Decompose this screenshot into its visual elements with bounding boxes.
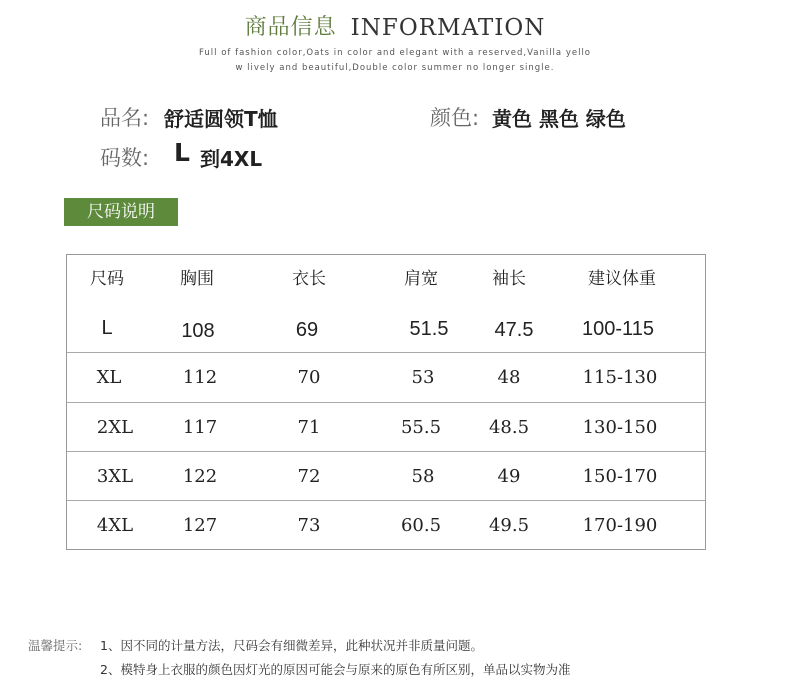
- cell-shoulder: 51.5: [409, 318, 449, 340]
- cell-size: L: [101, 317, 113, 339]
- table-header-row: [67, 255, 705, 304]
- subtitle-line-2: w lively and beautiful,Double color summer no longer single.: [235, 63, 555, 73]
- cell-length: 71: [297, 417, 321, 438]
- note-line-1: 1、因不同的计量方法，尺码会有细微差异，此种状况并非质量问题。: [100, 638, 483, 653]
- header-subtitle: [185, 46, 605, 76]
- notes-prefix: 温馨提示:: [28, 638, 83, 653]
- cell-length: 70: [297, 367, 321, 388]
- size-range-end: 到4XL: [200, 147, 263, 171]
- header-length: 衣长: [292, 269, 326, 289]
- cell-chest: 108: [181, 320, 215, 342]
- cell-chest: 127: [182, 515, 218, 536]
- cell-sleeve: 47.5: [494, 319, 534, 341]
- size-range-label: 码数:: [100, 146, 150, 170]
- table-row: [67, 451, 705, 501]
- table-row: [67, 304, 705, 353]
- cell-size: 3XL: [96, 466, 134, 487]
- cell-shoulder: 58: [411, 466, 435, 487]
- table-row: [67, 402, 705, 452]
- cell-chest: 117: [182, 417, 218, 438]
- note-line-2: 2、模特身上衣服的颜色因灯光的原因可能会与原来的原色有所区别，单品以实物为准: [100, 662, 571, 677]
- table-row: [67, 352, 705, 402]
- cell-sleeve: 49.5: [488, 515, 530, 536]
- color-value: 黄色 黑色 绿色: [492, 107, 626, 131]
- cell-length: 72: [297, 466, 321, 487]
- cell-chest: 112: [182, 367, 218, 388]
- cell-size: 2XL: [96, 417, 134, 438]
- header-title: [0, 14, 790, 42]
- cell-sleeve: 48.5: [488, 417, 530, 438]
- cell-shoulder: 55.5: [400, 417, 442, 438]
- cell-chest: 122: [182, 466, 218, 487]
- cell-weight: 170-190: [582, 515, 658, 536]
- cell-weight: 130-150: [582, 417, 658, 438]
- size-chart-tag: 尺码说明: [64, 198, 178, 226]
- cell-weight: 115-130: [582, 367, 658, 388]
- cell-sleeve: 49: [497, 466, 521, 487]
- size-range-start: L: [174, 138, 190, 167]
- info-header: [0, 14, 790, 76]
- cell-length: 69: [295, 319, 319, 341]
- header-weight: 建议体重: [588, 269, 656, 289]
- header-size: 尺码: [90, 269, 124, 289]
- cell-length: 73: [297, 515, 321, 536]
- cell-shoulder: 60.5: [400, 515, 442, 536]
- cell-weight: 150-170: [582, 466, 658, 487]
- title-chinese: 商品信息: [244, 15, 337, 40]
- product-name-value: 舒适圆领T恤: [164, 107, 278, 131]
- header-shoulder: 肩宽: [404, 269, 438, 289]
- header-chest: 胸围: [180, 269, 214, 289]
- cell-shoulder: 53: [411, 367, 435, 388]
- header-sleeve: 袖长: [492, 269, 526, 289]
- cell-sleeve: 48: [497, 367, 521, 388]
- color-label: 颜色:: [430, 106, 480, 130]
- title-english: INFORMATION: [350, 15, 546, 41]
- subtitle-line-1: Full of fashion color,Oats in color and elegant with a reserved,Vanilla yello: [198, 48, 592, 58]
- cell-size: XL: [96, 367, 122, 388]
- cell-size: 4XL: [96, 515, 134, 536]
- cell-weight: 100-115: [582, 318, 654, 340]
- table-row: [67, 500, 705, 550]
- size-table: [66, 254, 706, 550]
- product-name-label: 品名:: [100, 106, 150, 130]
